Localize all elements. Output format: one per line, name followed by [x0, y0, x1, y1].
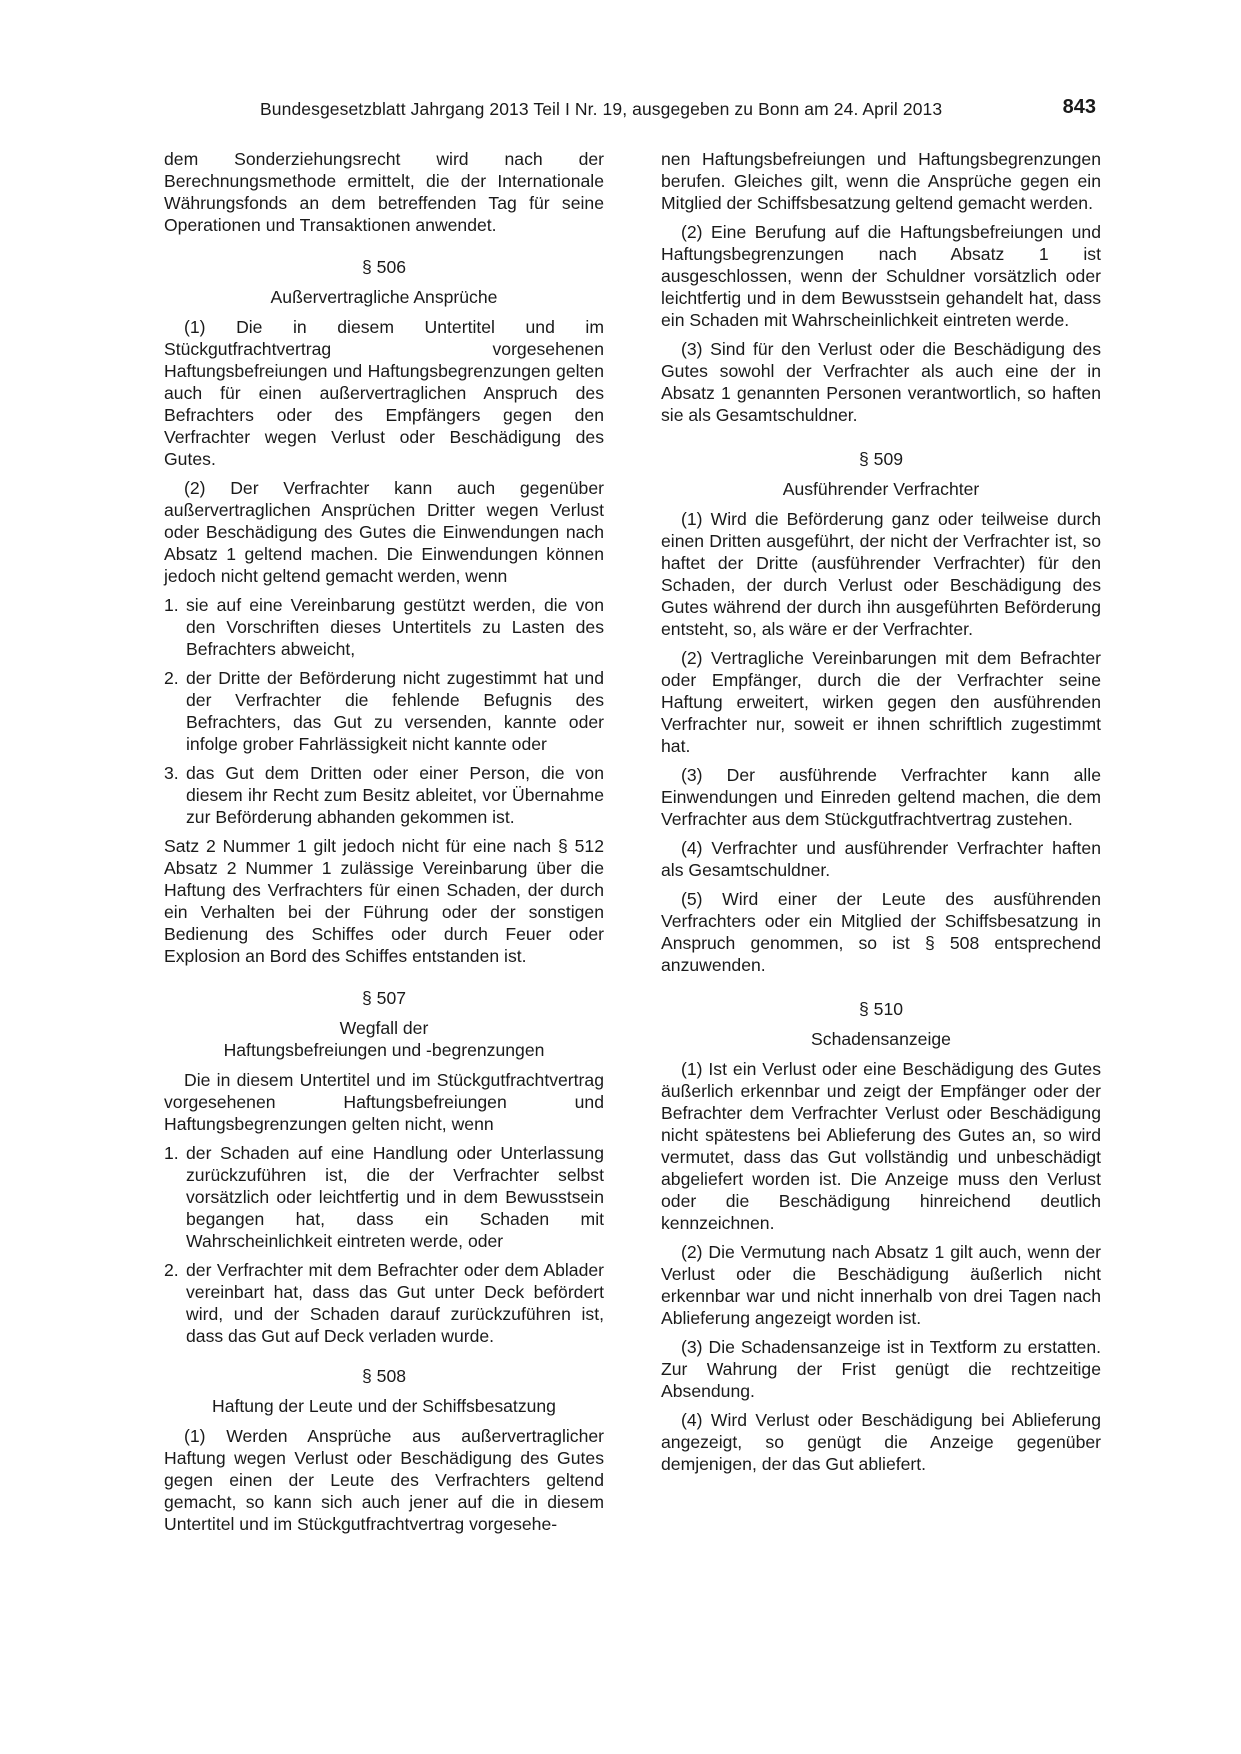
section-509-paragraph-1: (1) Wird die Beförderung ganz oder teilweise durch einen Dritten ausgeführt, der nicht der Verfrachter ist, so haftet der Dritte (ausführender Verfrachter) für den Schaden, der durch Verlust oder Beschädigung des Gutes während der durch ihn ausgeführten Beförderung entsteht, so, als wäre er der Verfrachter. — [661, 509, 1101, 639]
section-508-paragraph-1-continued: nen Haftungsbefreiungen und Haftungsbegrenzungen berufen. Gleiches gilt, wenn die Ansprüche gegen ein Mitglied der Schiffsbesatzung geltend gemacht werden. — [661, 149, 1101, 213]
section-509-paragraph-4: (4) Verfrachter und ausführender Verfrachter haften als Gesamtschuldner. — [661, 838, 1101, 880]
section-506-paragraph-2: (2) Der Verfrachter kann auch gegenüber außervertraglichen Ansprüchen Dritter wegen Verlust oder Beschädigung des Gutes die Einwendungen nach Absatz 1 geltend machen. Die Einwendungen können jedoch nicht geltend gemacht werden, wenn — [164, 478, 604, 586]
section-509-number: § 509 — [858, 449, 904, 469]
section-506-title: Außervertragliche Ansprüche — [270, 287, 498, 307]
list-item — [164, 762, 604, 828]
section-508-number: § 508 — [361, 1366, 407, 1386]
list-item-text: der Schaden auf eine Handlung oder Unterlassung zurückzuführen ist, die der Verfrachter selbst vorsätzlich oder leichtfertig und in dem Bewusstsein begangen hat, dass ein Schaden mit Wahrscheinlichkeit eintreten werde, oder — [186, 1143, 604, 1251]
section-506-paragraph-1: (1) Die in diesem Untertitel und im Stückgutfrachtvertrag vorgesehenen Haftungsbefreiungen und Haftungsbegrenzungen gelten auch für einen außervertraglichen Anspruch des Befrachters oder des Empfängers gegen den Verfrachter wegen Verlust oder Beschädigung des Gutes. — [164, 317, 604, 469]
section-510-number: § 510 — [858, 999, 904, 1019]
list-item-number: 2. — [164, 668, 179, 688]
list-item — [164, 1259, 604, 1347]
list-item-number: 1. — [164, 595, 179, 615]
list-item — [164, 667, 604, 755]
section-508-paragraph-2: (2) Eine Berufung auf die Haftungsbefreiungen und Haftungsbegrenzungen nach Absatz 1 ist ausgeschlossen, wenn der Schuldner vorsätzlich oder leichtfertig und in dem Bewusstsein gehandelt hat, dass ein Schaden mit Wahrscheinlichkeit eintreten werde. — [661, 222, 1101, 330]
section-506-number: § 506 — [361, 257, 407, 277]
section-508-title: Haftung der Leute und der Schiffsbesatzung — [212, 1396, 556, 1416]
section-509-paragraph-3: (3) Der ausführende Verfrachter kann alle Einwendungen und Einreden geltend machen, die dem Verfrachter aus dem Stückgutfrachtvertrag zustehen. — [661, 765, 1101, 829]
list-item — [164, 594, 604, 660]
section-508-paragraph-1-start: (1) Werden Ansprüche aus außervertraglicher Haftung wegen Verlust oder Beschädigung des Gutes gegen einen der Leute des Verfrachters geltend gemacht, so kann sich auch jener auf die in diesem Untertitel und im Stückgutfrachtvertrag vorgesehe- — [164, 1426, 604, 1534]
section-506-list — [164, 594, 604, 828]
section-510-paragraph-3: (3) Die Schadensanzeige ist in Textform zu erstatten. Zur Wahrung der Frist genügt die rechtzeitige Absendung. — [661, 1337, 1101, 1401]
section-508-paragraph-3: (3) Sind für den Verlust oder die Beschädigung des Gutes sowohl der Verfrachter als auch eine der in Absatz 1 genannten Personen verantwortlich, so haften sie als Gesamtschuldner. — [661, 339, 1101, 425]
list-item-text: das Gut dem Dritten oder einer Person, die von diesem ihr Recht zum Besitz ableitet, vor Übernahme zur Beförderung abhanden gekommen ist. — [186, 763, 604, 827]
section-510-paragraph-2: (2) Die Vermutung nach Absatz 1 gilt auch, wenn der Verlust oder die Beschädigung äußerlich nicht erkennbar war und nicht innerhalb von drei Tagen nach Ablieferung angezeigt worden ist. — [661, 1242, 1101, 1328]
section-507-title-line-1: Wegfall der — [339, 1018, 429, 1038]
section-510-paragraph-4: (4) Wird Verlust oder Beschädigung bei Ablieferung angezeigt, so genügt die Anzeige gegenüber demjenigen, der das Gut abliefert. — [661, 1410, 1101, 1474]
list-item-number: 2. — [164, 1260, 179, 1280]
section-507-paragraph-1: Die in diesem Untertitel und im Stückgutfrachtvertrag vorgesehenen Haftungsbefreiungen und Haftungsbegrenzungen gelten nicht, wenn — [164, 1070, 604, 1134]
section-507-title-line-2: Haftungsbefreiungen und -begrenzungen — [223, 1040, 545, 1060]
section-510-title: Schadensanzeige — [811, 1029, 951, 1049]
page-header — [164, 97, 1096, 127]
list-item — [164, 1142, 604, 1252]
list-item-text: der Verfrachter mit dem Befrachter oder dem Ablader vereinbart hat, dass das Gut unter Deck befördert wird, und der Schaden darauf zurückzuführen ist, dass das Gut auf Deck verladen wurde. — [186, 1260, 604, 1346]
section-506-tail: Satz 2 Nummer 1 gilt jedoch nicht für eine nach § 512 Absatz 2 Nummer 1 zulässige Vereinbarung über die Haftung des Verfrachters für einen Schaden, der durch ein Verhalten bei der Führung oder der sonstigen Bedienung des Schiffes oder durch Feuer oder Explosion an Bord des Schiffes entstanden ist. — [164, 836, 604, 966]
section-509-paragraph-5: (5) Wird einer der Leute des ausführenden Verfrachters oder ein Mitglied der Schiffsbesatzung in Anspruch genommen, so ist § 508 entsprechend anzuwenden. — [661, 889, 1101, 975]
list-item-number: 1. — [164, 1143, 179, 1163]
section-507-list — [164, 1142, 604, 1347]
list-item-text: sie auf eine Vereinbarung gestützt werden, die von den Vorschriften dieses Untertitels zu Lasten des Befrachters abweicht, — [186, 595, 604, 659]
section-510-paragraph-1: (1) Ist ein Verlust oder eine Beschädigung des Gutes äußerlich erkennbar und zeigt der Empfänger oder der Befrachter dem Verfrachter Verlust oder Beschädigung nicht spätestens bei Ablieferung des Gutes an, so wird vermutet, dass das Gut vollständig und unbeschädigt abgeliefert worden ist. Die Anzeige muss den Verlust oder die Beschädigung hinreichend deutlich kennzeichnen. — [661, 1059, 1101, 1233]
list-item-number: 3. — [164, 763, 179, 783]
section-509-title: Ausführender Verfrachter — [782, 479, 980, 499]
list-item-text: der Dritte der Beförderung nicht zugestimmt hat und der Verfrachter die fehlende Befugnis des Befrachters, das Gut zu versenden, kannte oder infolge grober Fahrlässigkeit nicht kannte oder — [186, 668, 604, 754]
right-column — [661, 148, 1101, 1482]
left-column — [164, 148, 604, 1542]
page-number: 843 — [1062, 96, 1096, 118]
section-507-number: § 507 — [361, 988, 407, 1008]
running-title: Bundesgesetzblatt Jahrgang 2013 Teil I Nr. 19, ausgegeben zu Bonn am 24. April 2013 — [260, 99, 943, 119]
section-509-paragraph-2: (2) Vertragliche Vereinbarungen mit dem Befrachter oder Empfänger, durch die der Verfrachter seine Haftung erweitert, wirken gegen den ausführenden Verfrachter nur, soweit er ihnen schriftlich zugestimmt hat. — [661, 648, 1101, 756]
intro-paragraph: dem Sonderziehungsrecht wird nach der Berechnungsmethode ermittelt, die der Internationale Währungsfonds an dem betreffenden Tag für seine Operationen und Transaktionen anwendet. — [164, 149, 604, 235]
